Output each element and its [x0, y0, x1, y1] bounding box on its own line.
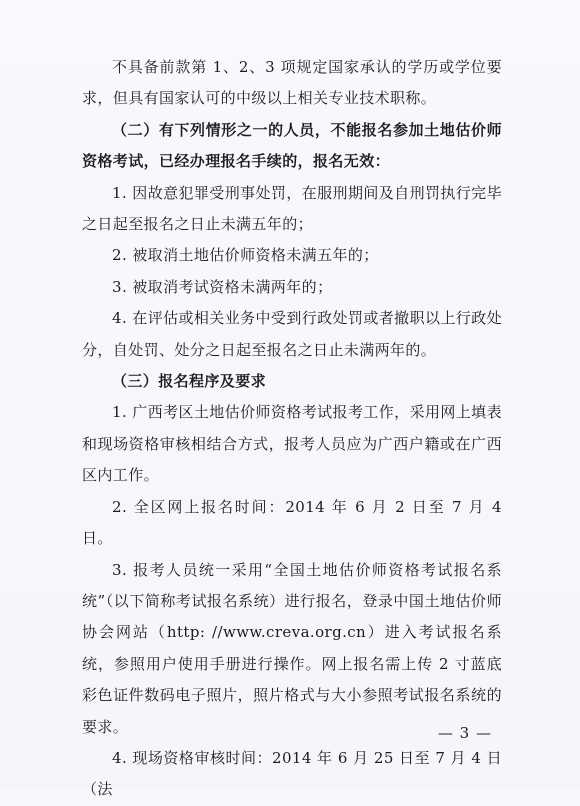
section-heading-disqualification: （二）有下列情形之一的人员，不能报名参加土地估价师资格考试，已经办理报名手续的，报名无效：	[82, 120, 502, 171]
list-item-administrative-penalty: 4. 在评估或相关业务中受到行政处罚或者撤职以上行政处分，自处罚、处分之日起至报名之日止未满两年的。	[82, 309, 502, 359]
list-item-exam-eligibility-revoked: 3. 被取消考试资格未满两年的；	[112, 277, 333, 296]
list-item-criminal-penalty: 1. 因故意犯罪受刑事处罚，在服刑期间及自刑罚执行完毕之日起至报名之日止未满五年的；	[82, 183, 502, 234]
page-number: — 3 —	[437, 724, 492, 742]
list-item-qualification-revoked: 2. 被取消土地估价师资格未满五年的；	[112, 246, 379, 265]
list-item-registration-system: 3. 报考人员统一采用“全国土地估价师资格考试报名系统”（以下简称考试报名系统）进行报名，登录中国土地估价师协会网站（http: //www.creva.org.cn）进入考试报名系统，参照用户使用手册进行操作。网上报名需上传 2 寸蓝底彩色证件数码电子照片，照片格式与大小参照考试报名系统的要求。	[82, 560, 502, 736]
section-heading-registration: （三）报名程序及要求	[112, 372, 267, 391]
list-item-guangxi-registration: 1. 广西考区土地估价师资格考试报考工作，采用网上填表和现场资格审核相结合方式，报考人员应为广西户籍或在广西区内工作。	[82, 403, 502, 485]
paragraph-qualification-note: 不具备前款第 1、2、3 项规定国家承认的学历或学位要求，但具有国家认可的中级以上相关专业技术职称。	[82, 58, 502, 108]
list-item-onsite-review-time: 4. 现场资格审核时间：2014 年 6 月 25 日至 7 月 4 日（法	[82, 748, 502, 799]
document-body	[82, 52, 502, 806]
list-item-online-registration-time: 2. 全区网上报名时间：2014 年 6 月 2 日至 7 月 4 日。	[82, 497, 502, 548]
